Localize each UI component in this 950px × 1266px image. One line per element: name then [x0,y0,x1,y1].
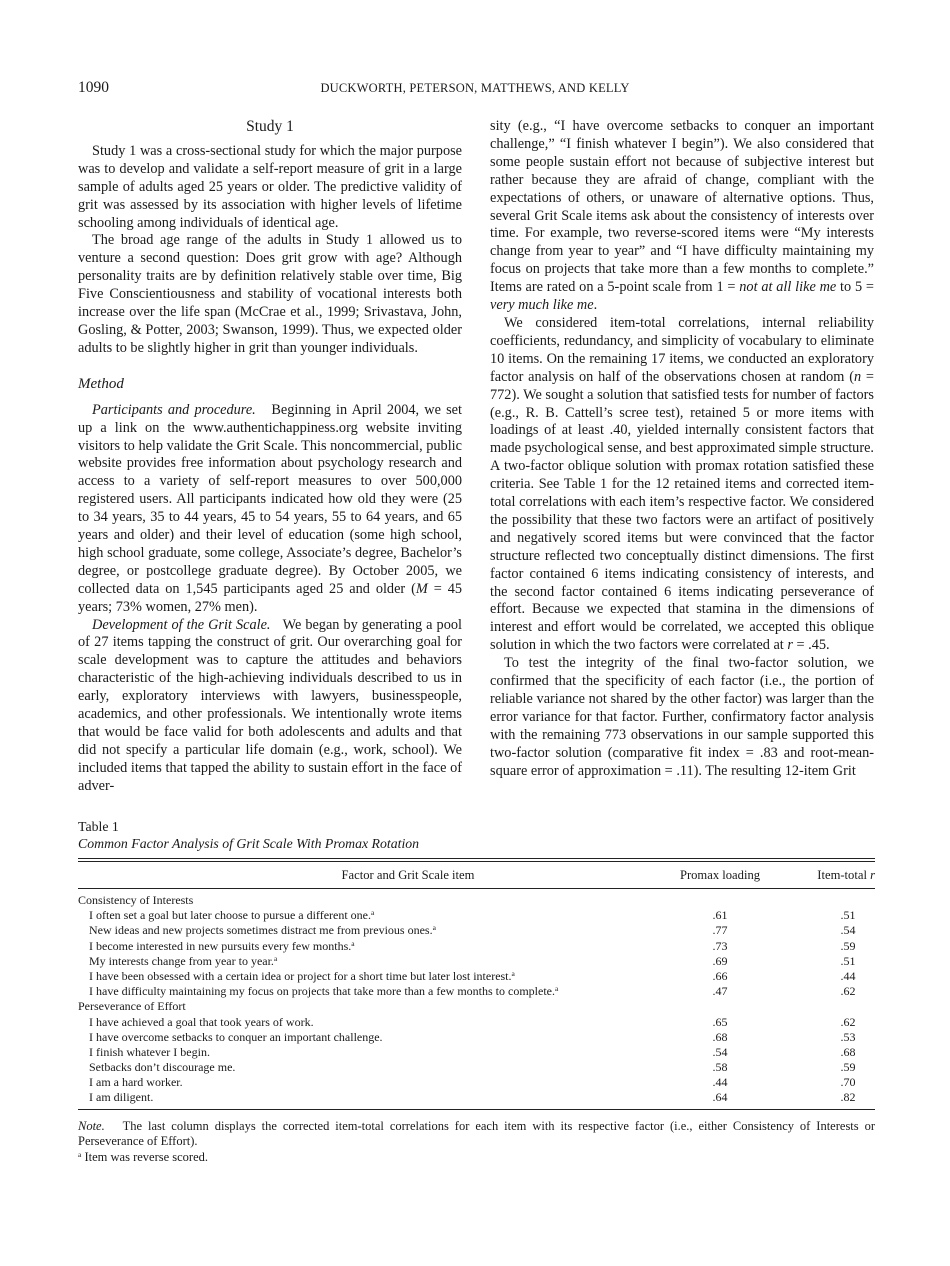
participants-text-end: = 45 years; 73% women, 27% men). [78,580,462,615]
reverse-scored-marker: a [554,984,559,994]
footnote-text: Item was reverse scored. [81,1149,209,1164]
development-text: We began by generating a pool of 27 items tapping the construct of grit. Our overarching goal for scale development was to capture the attitudes and behaviors characteristic of the high-achieving individuals described to us in early, exploratory interviews with lawyers, businesspeople, academics, and other professionals. We intentionally wrote items that would be face valid for both adolescents and adults and that did not specify a particular life domain (e.g., work, school). We included items that tapped the ability to sustain effort in the face of adver- [78,616,462,794]
running-head: DUCKWORTH, PETERSON, MATTHEWS, AND KELLY [320,81,630,95]
scale-anchor-high: very much like me [490,297,594,314]
item-text: I have difficulty maintaining my focus on projects that take more than a few months to complete. [89,984,555,999]
item-text: I am a hard worker. [89,1075,183,1090]
scale-anchor-low: not at all like me [739,279,837,296]
item-total-cell: .70 [840,1075,856,1090]
left-column [78,118,462,796]
item-text: I have achieved a goal that took years of work. [89,1014,314,1029]
table-group-row [78,999,875,1014]
footnote-marker: a [78,1149,82,1159]
group-name: Perseverance of Effort [78,999,186,1014]
item-text-cell [89,969,515,984]
item-text-cell [89,939,355,954]
continuation-text-mid: to 5 = [836,279,874,296]
section-title: Study 1 [246,118,294,135]
item-total-text: We considered item-total correlations, internal reliability coefficients, redundancy, and simplicity of vocabulary to eliminate 10 items. On the remaining 17 items, we conducted an exploratory factor analysis on half of the observations chosen at random ( [490,314,874,385]
item-total-cell: .54 [840,923,856,938]
item-total-cell: .44 [840,968,856,983]
participants-paragraph [78,402,462,617]
mean-symbol: M [415,580,428,597]
item-text: I often set a goal but later choose to pursue a different one. [89,908,372,923]
item-text-cell [89,1090,153,1105]
item-total-cell: .68 [840,1044,856,1059]
table-caption: Common Factor Analysis of Grit Scale With Promax Rotation [78,836,420,851]
item-total-cell: .82 [840,1090,856,1105]
reverse-scored-marker: a [432,923,436,933]
integrity-paragraph: To test the integrity of the final two-factor solution, we confirmed that the specificity of each factor (i.e., the portion of reliable variance not shared by the other factor) was larger than the error variance for that factor. Further, confirmatory factor analysis with the remaining 773 observations in our sample supported this two-factor solution (comparative fit index = .83 and root-mean-square error of approximation = .11). The resulting 12-item Grit [490,655,874,779]
item-text-cell [89,954,277,969]
table-group-row [78,893,875,908]
table-row [78,1015,875,1030]
table-note [78,1119,875,1150]
table-body [78,889,875,1109]
item-text-cell [89,1030,383,1045]
table-row [78,1090,875,1105]
header-item: Factor and Grit Scale item [341,868,475,882]
item-total-cell: .62 [840,1014,856,1029]
note-label: Note. [78,1118,105,1133]
group-name: Consistency of Interests [78,893,194,907]
intro-paragraph-2: The broad age range of the adults in Study 1 allowed us to venture a second question: Does grit grow with age? Although personality traits are by definition relatively stable over time, Big Five Conscientiousness and stability of vocational interests both increase over the life span (McCrae et al., 1999; Srivastava, John, Gosling, & Potter, 2003; Swanson, 1999). Thus, we expected older adults to be slightly higher in grit than younger individuals. [78,232,462,356]
item-text-cell [89,1015,314,1030]
loading-cell: .58 [712,1060,728,1075]
table-footnote [78,1150,875,1166]
item-text-cell [89,1060,235,1075]
item-total-cell: .59 [840,938,856,953]
item-text-cell [89,1045,210,1060]
participants-run-in-heading: Participants and procedure. [92,401,256,418]
header-loading: Promax loading [679,868,761,882]
loading-cell: .44 [712,1075,728,1090]
table-row [78,1060,875,1075]
item-text-cell [89,923,436,938]
page-number: 1090 [78,79,109,96]
table-row [78,984,875,999]
reverse-scored-marker: a [371,908,375,918]
continuation-paragraph [490,118,874,315]
item-text: New ideas and new projects sometimes distract me from previous ones. [89,923,433,938]
loading-cell: .64 [712,1090,728,1105]
method-heading: Method [78,375,124,392]
table-bottom-rule [78,1109,875,1110]
item-total-cell: .53 [840,1029,856,1044]
n-symbol: n [853,368,862,385]
loading-cell: .69 [712,953,728,968]
item-text: I have been obsessed with a certain idea or project for a short time but later lost interest. [89,968,512,983]
loading-cell: .73 [712,938,728,953]
item-text: I become interested in new pursuits every few months. [89,938,352,953]
item-total-cell: .51 [840,908,856,923]
table-row [78,939,875,954]
item-text-cell [89,1075,183,1090]
item-total-paragraph [490,315,874,655]
continuation-text: sity (e.g., “I have overcome setbacks to conquer an important challenge,” “I finish whatever I begin”). We also considered that some people sustain effort not because of subjective interest but rather because they are afraid of change, compliant with the expectations of others, or unaware of alternative options. Thus, several Grit Scale items ask about the consistency of interests over time. For example, two reverse-scored items were “My interests change from year to year” and “I have difficulty maintaining my focus on projects that take more than a few months to complete.” Items are rated on a 5-point scale from 1 = [490,118,874,296]
table-row [78,1075,875,1090]
r-symbol: r [787,637,793,654]
loading-cell: .47 [712,984,728,999]
table-row [78,969,875,984]
participants-text: Beginning in April 2004, we set up a link on the www.authentichappiness.org website inviting visitors to help validate the Grit Scale. This noncommercial, public website provides free information about psychology research and access to a variety of self-report measures to over 500,000 registered users. All participants indicated how old they were (25 to 34 years, 35 to 44 years, 45 to 54 years, 55 to 64 years, and 65 years and older) and their level of education (some high school, high school graduate, some college, Associate’s degree, Bachelor’s degree, or postcollege graduate degree). By October 2005, we collected data on 1,545 participants aged 25 and older ( [78,401,462,597]
table-label: Table 1 [78,819,119,834]
item-text-cell [89,984,558,999]
item-text: My interests change from year to year. [89,953,274,968]
item-total-cell: .51 [840,953,856,968]
table-row [78,1030,875,1045]
item-total-cell: .62 [840,984,856,999]
table-row [78,954,875,969]
item-text: Setbacks don’t discourage me. [89,1060,236,1075]
item-text: I finish whatever I begin. [89,1044,210,1059]
loading-cell: .54 [712,1044,728,1059]
header-r-symbol: r [870,868,875,882]
header-item-total [817,868,875,883]
loading-cell: .61 [712,908,728,923]
header-item-total-label: Item-total [817,868,871,882]
table-row [78,1045,875,1060]
table-1 [78,818,875,1165]
loading-cell: .77 [712,923,728,938]
reverse-scored-marker: a [351,938,355,948]
item-total-cell: .59 [840,1060,856,1075]
table-row [78,908,875,923]
table-row [78,923,875,938]
table-header-row [78,862,875,888]
item-text: I have overcome setbacks to conquer an important challenge. [89,1029,383,1044]
development-run-in-heading: Development of the Grit Scale. [92,616,271,633]
intro-paragraph-1: Study 1 was a cross-sectional study for which the major purpose was to develop and validate a self-report measure of grit in a large sample of adults aged 25 years or older. The predictive validity of grit was assessed by its association with higher levels of lifetime schooling among individuals of identical age. [78,142,462,231]
development-paragraph [78,617,462,796]
loading-cell: .68 [712,1029,728,1044]
reverse-scored-marker: a [511,968,515,978]
loading-cell: .65 [712,1014,728,1029]
table-top-rule [78,858,875,859]
note-text: The last column displays the corrected item-total correlations for each item with its respective factor (i.e., either Consistency of Interests or Perseverance of Effort). [78,1118,876,1149]
reverse-scored-marker: a [273,953,278,963]
loading-cell: .66 [712,968,728,983]
item-total-text-mid: = 772). We sought a solution that satisfied tests for number of factors (e.g., R. B. Cattell’s scree test), retained 5 or more items with loadings of at least .40, yielded internally consistent factors that made psychological sense, and best approximated simple structure. A two-factor oblique solution with promax rotation satisfied these criteria. See Table 1 for the 12 retained items and corrected item-total correlations with each item’s respective factor. We considered the possibility that these two factors were an artifact of positively and negatively scored items but were convinced that the factor structure reflected two conceptually distinct dimensions. The first factor contained 6 items indicating consistency of interests, and the second factor contained 6 items indicating perseverance of effort. Because we expected that stamina in the dimensions of interest and effort would be correlated, we accepted this oblique solution in which the two factors were correlated at [490,368,874,654]
continuation-text-end: . [593,297,598,314]
right-column [490,118,874,781]
item-text-cell [89,908,374,923]
item-text: I am diligent. [89,1090,154,1105]
item-total-text-end: = .45. [792,637,830,654]
